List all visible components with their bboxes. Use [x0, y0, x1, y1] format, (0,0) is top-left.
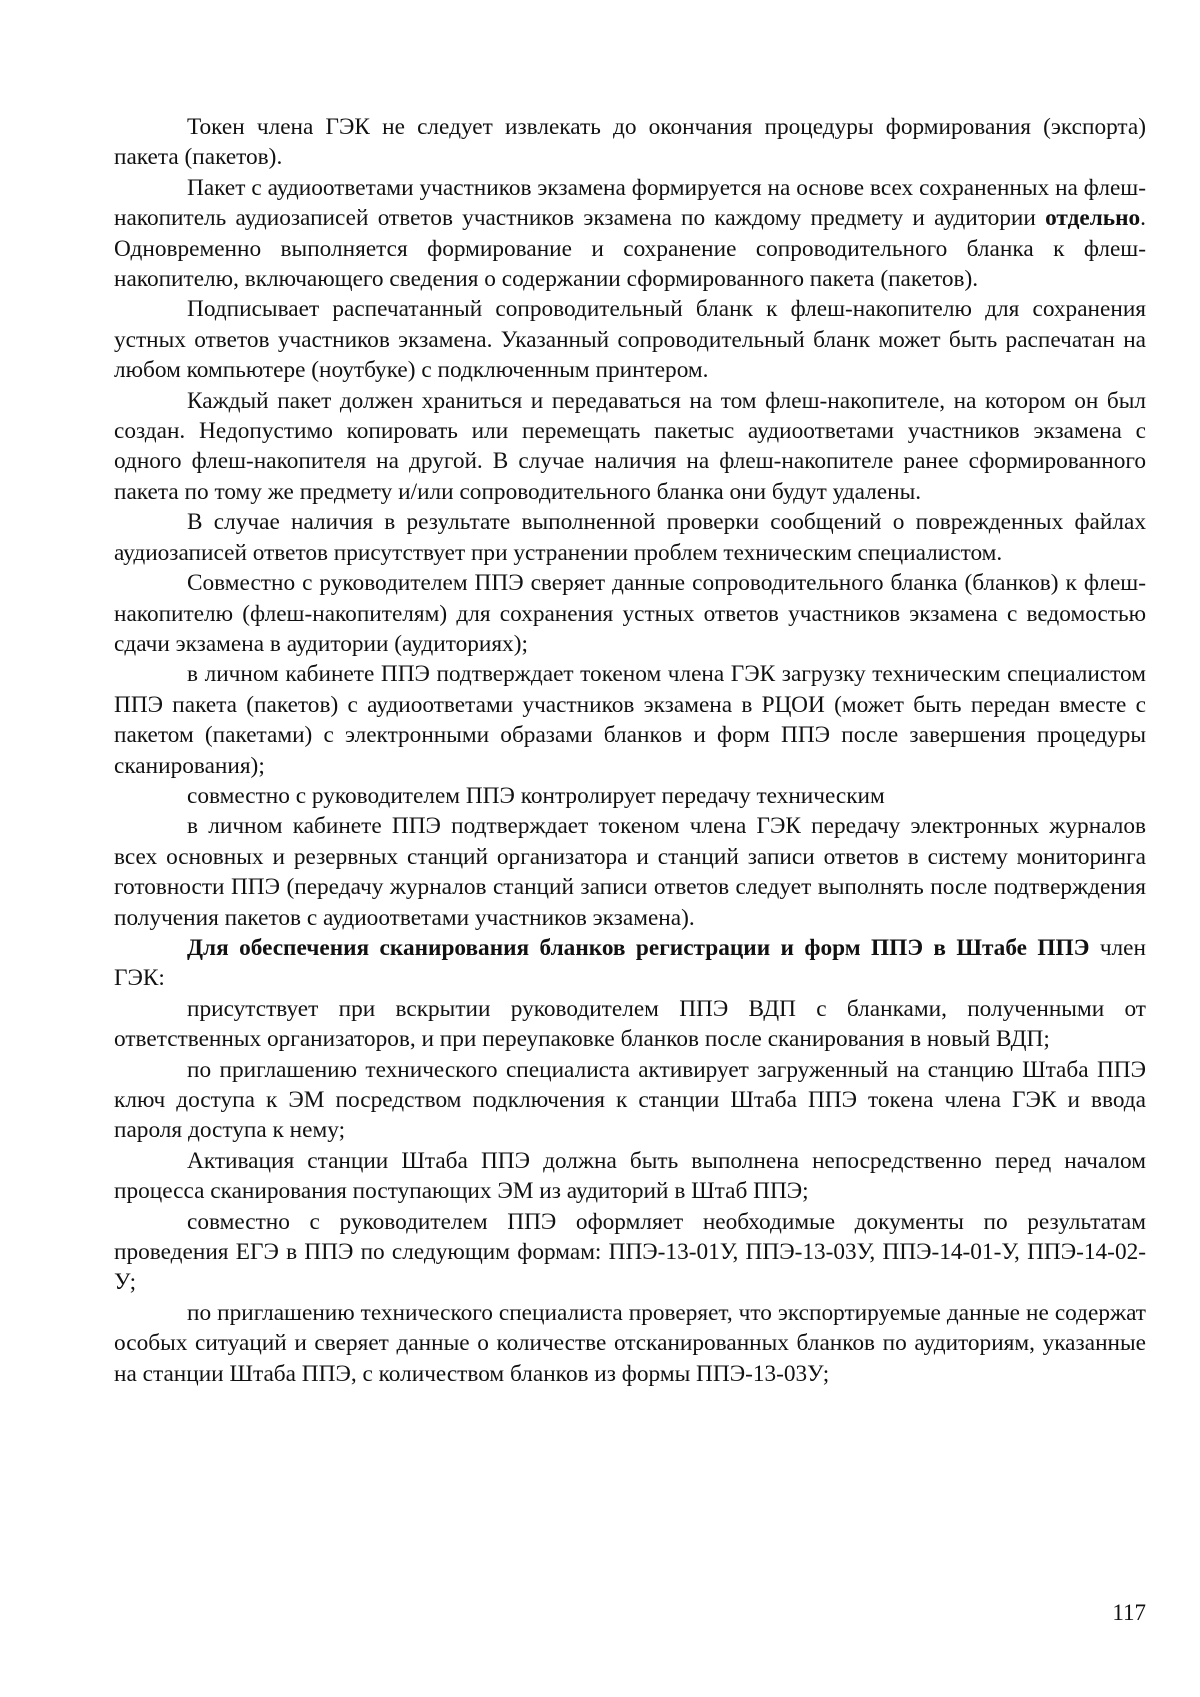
paragraph-key-activation: по приглашению технического специалиста активирует загруженный на станцию Штаба ППЭ ключ доступа к ЭМ посредством подключения к станции Штаба ППЭ токена члена ГЭК и ввода пароля доступа к нему; [114, 1056, 1146, 1144]
emphasis-separately: отдельно [1045, 205, 1141, 232]
paragraph-token-note: Токен члена ГЭК не следует извлекать до окончания процедуры формирования (экспорта) пакета (пакетов). [114, 114, 1146, 171]
paragraph-transfer-control: совместно с руководителем ППЭ контролирует передачу техническим [187, 782, 885, 809]
section-heading-text: Для обеспечения сканирования бланков регистрации и форм ППЭ в Штабе ППЭ [187, 934, 1090, 961]
paragraph-package-formation-text: Пакет с аудиоответами участников экзамена формируется на основе всех сохраненных на флеш-накопитель аудиозаписей ответов участников экзамена по каждому предмету и аудитории [114, 174, 1146, 232]
section-heading-tail: член ГЭК: [114, 934, 1146, 992]
paragraph-package-formation-tail: . Одновременно выполняется формирование и сохранение сопроводительного бланка к флеш-накопителю, включающего сведения о содержании сформированного пакета (пакетов). [114, 205, 1146, 293]
paragraph-package-storage: Каждый пакет должен храниться и передаваться на том флеш-накопителе, на котором он был создан. Недопустимо копировать или перемещать пакетыс аудиоответами участников экзамена с одного флеш-накопителя на другой. В случае наличия на флеш-накопителе ранее сформированного пакета по тому же предмету и/или сопроводительного бланка они будут удалены. [114, 387, 1146, 505]
page-number: 117 [1112, 1600, 1146, 1625]
document-page [114, 112, 1146, 1389]
paragraph-vdp-opening: присутствует при вскрытии руководителем ППЭ ВДП с бланками, полученными от ответственных организаторов, и при переупаковке бланков после сканирования в новый ВДП; [114, 995, 1146, 1053]
paragraph-package-formation [114, 173, 1146, 295]
paragraph-damaged-files: В случае наличия в результате выполненной проверки сообщений о поврежденных файлах аудиозаписей ответов присутствует при устранении проблем техническим специалистом. [114, 509, 1146, 566]
paragraph-signs-form: Подписывает распечатанный сопроводительный бланк к флеш-накопителю для сохранения устных ответов участников экзамена. Указанный сопроводительный бланк может быть распечатан на любом компьютере (ноутбуке) с подключенным принтером. [114, 296, 1146, 384]
paragraph-upload-confirmation: в личном кабинете ППЭ подтверждает токеном члена ГЭК загрузку техническим специалистом ППЭ пакета (пакетов) с аудиоответами участников экзамена в РЦОИ (может быть передан вместе с пакетом (пакетами) с электронными образами бланков и форм ППЭ после завершения процедуры сканирования); [114, 661, 1146, 779]
paragraph-documents: совместно с руководителем ППЭ оформляет необходимые документы по результатам проведения ЕГЭ в ППЭ по следующим формам: ППЭ-13-01У, ППЭ-13-03У, ППЭ-14-01-У, ППЭ-14-02-У; [114, 1208, 1146, 1296]
section-heading-scanning [114, 933, 1146, 994]
paragraph-journal-transfer: в личном кабинете ППЭ подтверждает токеном члена ГЭК передачу электронных журналов всех основных и резервных станций организатора и станций записи ответов в систему мониторинга готовности ППЭ (передачу журналов станций записи ответов следует выполнять после подтверждения получения пакетов с аудиоответами участников экзамена). [114, 813, 1146, 931]
paragraph-export-check: по приглашению технического специалиста проверяет, что экспортируемые данные не содержат особых ситуаций и сверяет данные о количестве отсканированных бланков по аудиториям, указанные на станции Штаба ППЭ, с количеством бланков из формы ППЭ-13-03У; [114, 1299, 1146, 1387]
paragraph-verification: Совместно с руководителем ППЭ сверяет данные сопроводительного бланка (бланков) к флеш-накопителю (флеш-накопителям) для сохранения устных ответов участников экзамена с ведомостью сдачи экзамена в аудитории (аудиториях); [114, 570, 1146, 657]
paragraph-station-activation: Активация станции Штаба ППЭ должна быть выполнена непосредственно перед началом процесса сканирования поступающих ЭМ из аудиторий в Штаб ППЭ; [114, 1147, 1146, 1205]
